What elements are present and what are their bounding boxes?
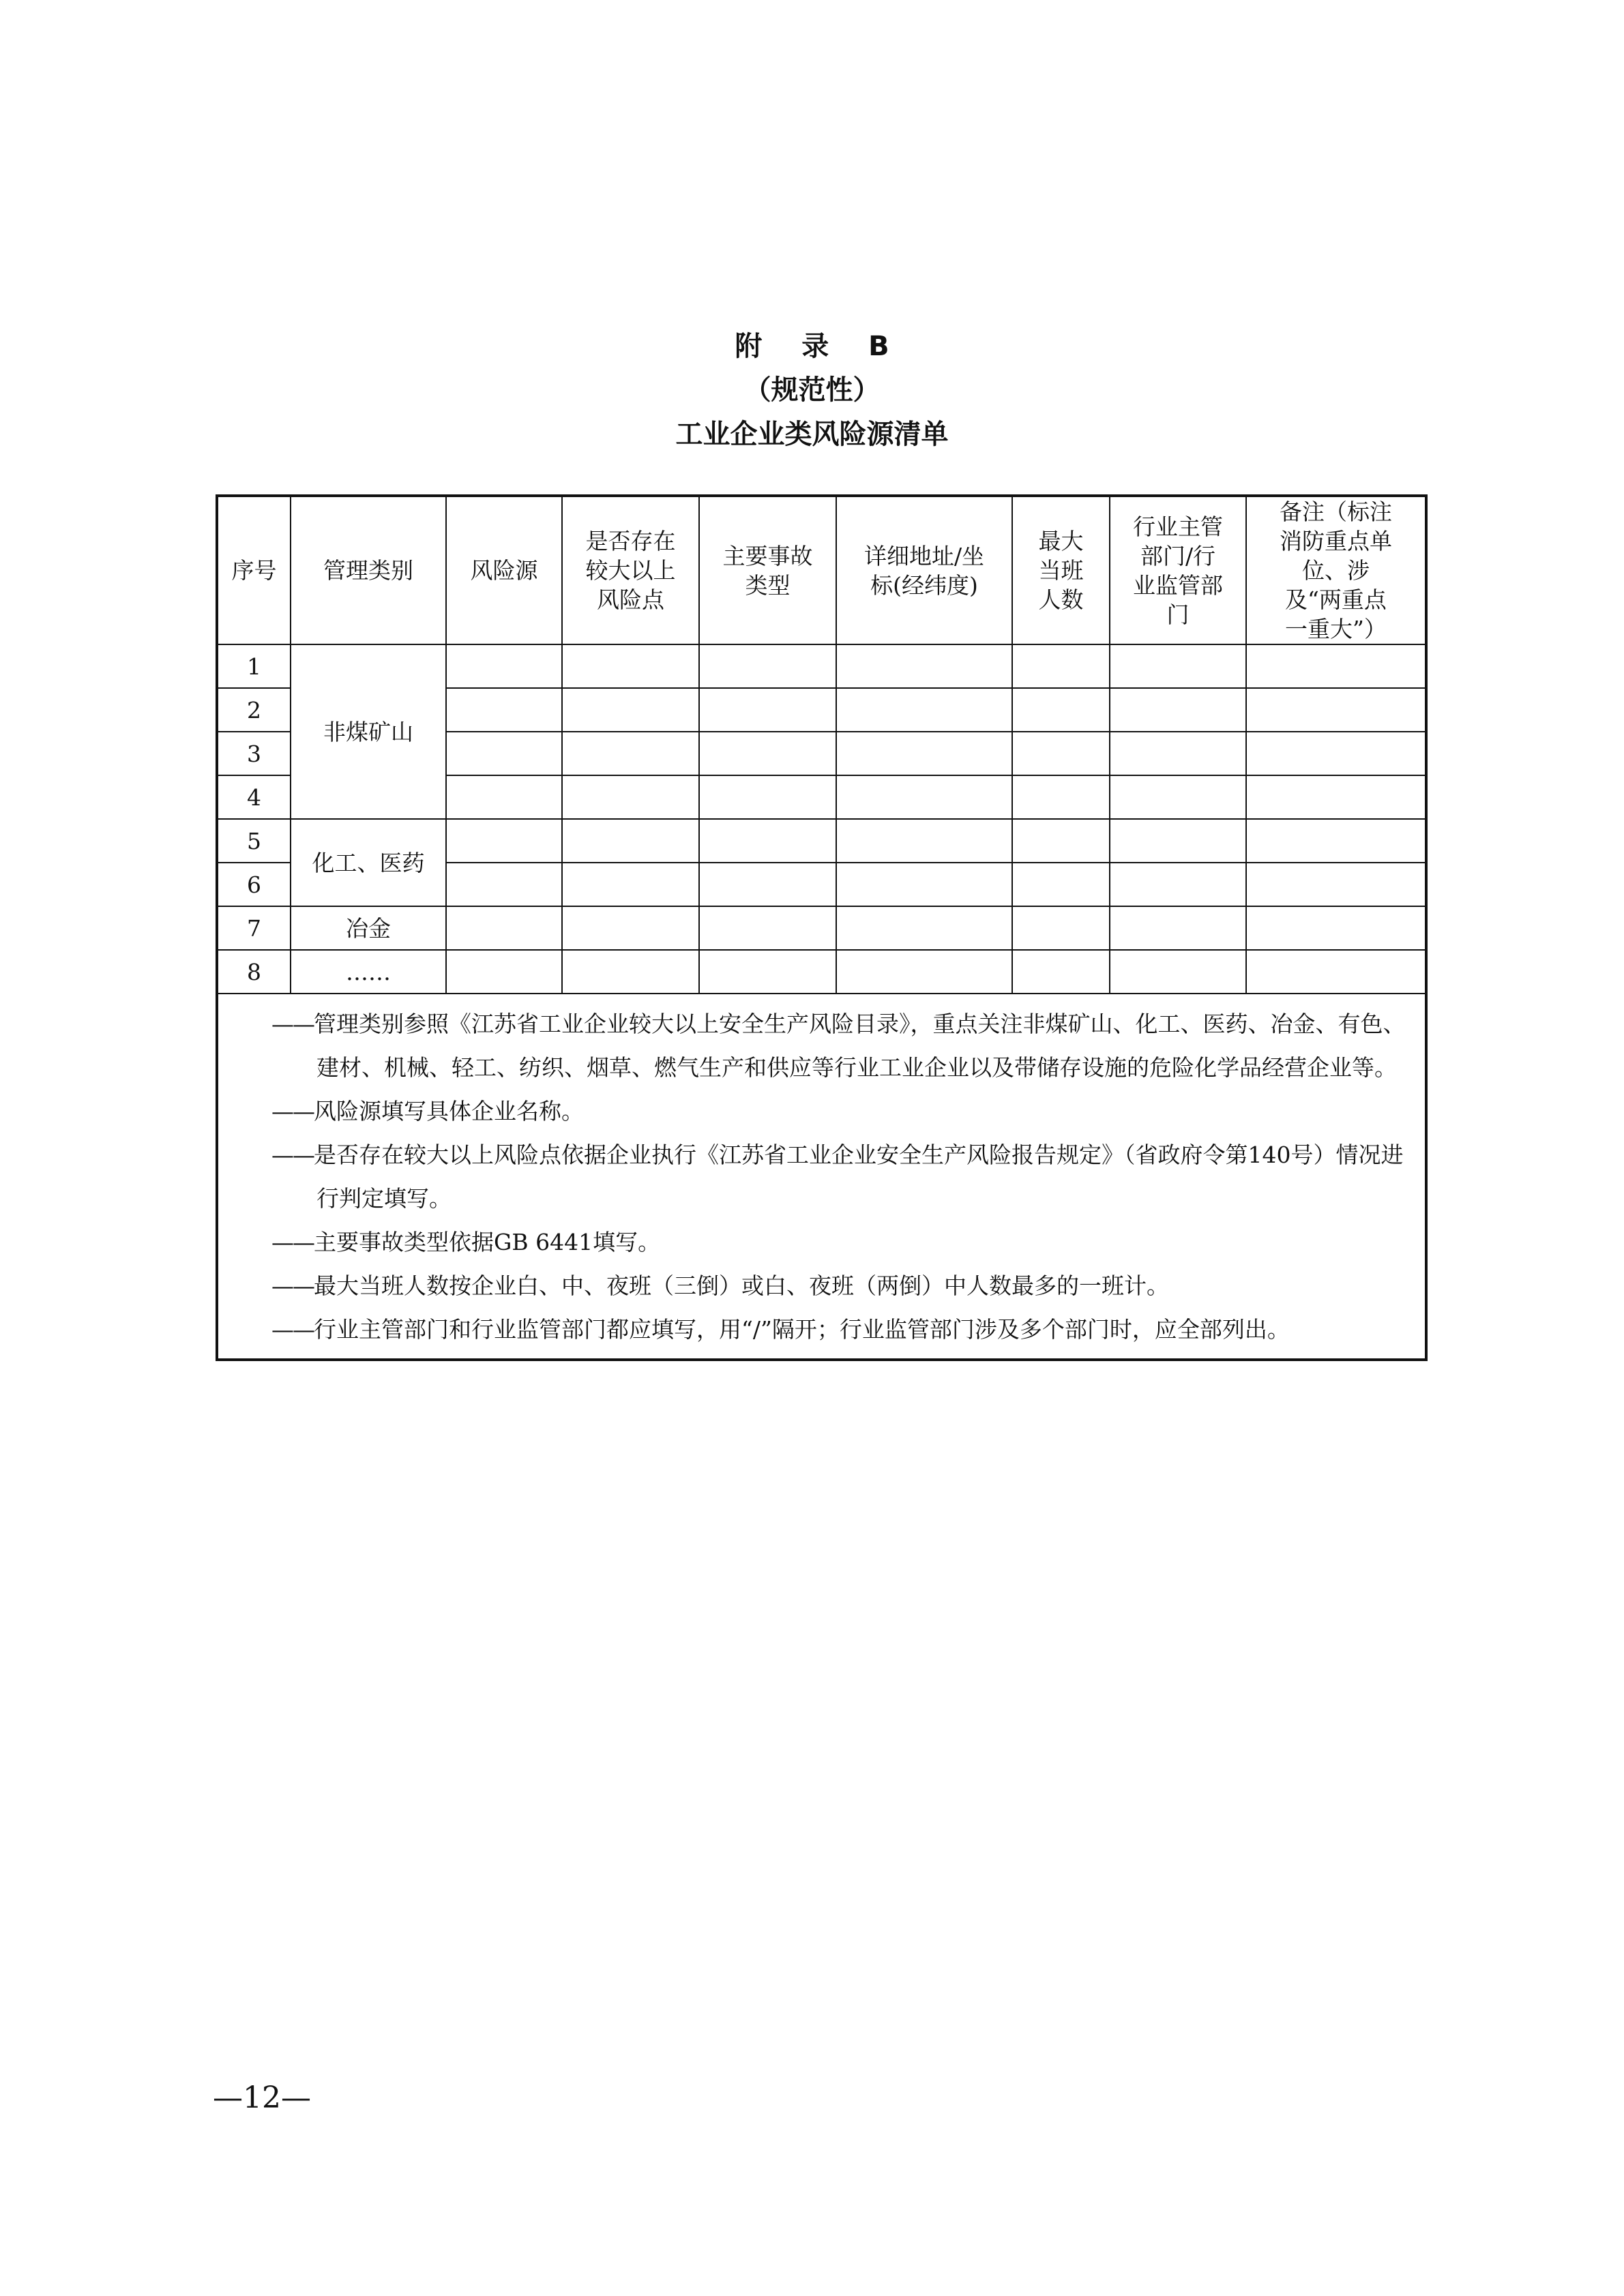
table-cell[interactable] [1012, 906, 1110, 950]
table-cell[interactable] [1246, 863, 1426, 906]
table-cell[interactable] [1012, 775, 1110, 819]
table-cell[interactable] [699, 819, 836, 863]
appendix-label: 附 录 B [735, 331, 904, 362]
table-cell[interactable] [1012, 819, 1110, 863]
table-cell[interactable] [699, 775, 836, 819]
table-cell[interactable] [699, 950, 836, 994]
table-cell[interactable] [1246, 732, 1426, 775]
row-number: 4 [217, 775, 291, 819]
note-item [271, 1002, 1415, 1090]
table-cell[interactable] [1012, 732, 1110, 775]
table-cell[interactable] [446, 644, 562, 688]
table-cell[interactable] [1012, 950, 1110, 994]
table-cell[interactable] [699, 688, 836, 732]
table-cell[interactable] [699, 863, 836, 906]
note-dash: —— [271, 1142, 314, 1168]
note-dash: —— [271, 1098, 314, 1124]
header-serial-number: 序号 [217, 496, 291, 644]
table-cell[interactable] [446, 688, 562, 732]
table-cell[interactable] [1012, 863, 1110, 906]
table-cell[interactable] [1110, 688, 1246, 732]
table-cell[interactable] [562, 906, 699, 950]
table-cell[interactable] [836, 644, 1012, 688]
header-address-coordinates: 详细地址/坐标(经纬度) [836, 496, 1012, 644]
note-text: 最大当班人数按企业白、中、夜班（三倒）或白、夜班（两倒）中人数最多的一班计。 [314, 1272, 1169, 1299]
note-text: 风险源填写具体企业名称。 [314, 1098, 584, 1124]
note-dash: —— [271, 1272, 314, 1299]
page-number: —12— [213, 2081, 311, 2115]
row-number: 3 [217, 732, 291, 775]
table-cell[interactable] [836, 732, 1012, 775]
table-cell[interactable] [699, 644, 836, 688]
category-cell: …… [291, 950, 446, 994]
table-cell[interactable] [1246, 819, 1426, 863]
table-cell[interactable] [446, 819, 562, 863]
note-item [271, 1264, 1415, 1308]
table-cell[interactable] [1246, 950, 1426, 994]
table-cell[interactable] [562, 863, 699, 906]
table-cell[interactable] [1110, 950, 1246, 994]
table-cell[interactable] [446, 950, 562, 994]
row-number: 8 [217, 950, 291, 994]
table-cell[interactable] [446, 775, 562, 819]
table-cell[interactable] [446, 863, 562, 906]
table-cell[interactable] [562, 644, 699, 688]
note-dash: —— [271, 1316, 314, 1343]
table-row [217, 950, 1426, 994]
table-cell[interactable] [836, 863, 1012, 906]
row-number: 2 [217, 688, 291, 732]
note-item [271, 1090, 1415, 1133]
notes-cell [217, 994, 1426, 1360]
document-title: 工业企业类风险源清单 [675, 419, 949, 450]
normative-label: （规范性） [743, 374, 881, 406]
note-dash: —— [271, 1229, 314, 1255]
table-cell[interactable] [1110, 906, 1246, 950]
table-cell[interactable] [1012, 688, 1110, 732]
table-header-row [217, 496, 1426, 644]
header-major-risk-point: 是否存在较大以上风险点 [562, 496, 699, 644]
note-text: 行业主管部门和行业监管部门都应填写，用“/”隔开；行业监管部门涉及多个部门时，应全部列出。 [314, 1316, 1290, 1343]
table-cell[interactable] [562, 819, 699, 863]
table-cell[interactable] [1246, 644, 1426, 688]
header-max-shift-headcount: 最大当班人数 [1012, 496, 1110, 644]
table-row [217, 819, 1426, 863]
row-number: 6 [217, 863, 291, 906]
table-cell[interactable] [836, 688, 1012, 732]
table-cell[interactable] [1110, 775, 1246, 819]
table-cell[interactable] [836, 906, 1012, 950]
table-cell[interactable] [836, 819, 1012, 863]
category-cell: 非煤矿山 [291, 644, 446, 819]
table-cell[interactable] [1246, 688, 1426, 732]
note-text: 管理类别参照《江苏省工业企业较大以上安全生产风险目录》，重点关注非煤矿山、化工、医药、冶金、有色、建材、机械、轻工、纺织、烟草、燃气生产和供应等行业工业企业以及带储存设施的危险化学品经营企业等。 [314, 1011, 1406, 1081]
table-cell[interactable] [562, 732, 699, 775]
note-item [271, 1308, 1415, 1352]
header-supervising-department: 行业主管部门/行业监管部门 [1110, 496, 1246, 644]
table-cell[interactable] [1110, 863, 1246, 906]
note-item [271, 1133, 1415, 1221]
table-cell[interactable] [699, 732, 836, 775]
note-dash: —— [271, 1011, 314, 1037]
header-remarks: 备注（标注消防重点单位、涉及“两重点一重大”） [1246, 496, 1426, 644]
table-cell[interactable] [1012, 644, 1110, 688]
notes-row [217, 994, 1426, 1360]
table-cell[interactable] [562, 688, 699, 732]
note-text: 是否存在较大以上风险点依据企业执行《江苏省工业企业安全生产风险报告规定》（省政府令第140号）情况进行判定填写。 [314, 1142, 1404, 1212]
row-number: 5 [217, 819, 291, 863]
category-cell: 冶金 [291, 906, 446, 950]
header-management-category: 管理类别 [291, 496, 446, 644]
table-cell[interactable] [836, 950, 1012, 994]
table-cell[interactable] [446, 732, 562, 775]
table-cell[interactable] [1246, 906, 1426, 950]
header-accident-type: 主要事故类型 [699, 496, 836, 644]
table-cell[interactable] [562, 775, 699, 819]
table-cell[interactable] [562, 950, 699, 994]
note-text: 主要事故类型依据GB 6441填写。 [314, 1229, 661, 1255]
table-cell[interactable] [446, 906, 562, 950]
header-risk-source: 风险源 [446, 496, 562, 644]
table-row [217, 906, 1426, 950]
table-cell[interactable] [699, 906, 836, 950]
category-cell: 化工、医药 [291, 819, 446, 906]
row-number: 7 [217, 906, 291, 950]
table-cell[interactable] [1110, 732, 1246, 775]
table-cell[interactable] [1246, 775, 1426, 819]
note-item [271, 1221, 1415, 1264]
table-row [217, 644, 1426, 688]
table-cell[interactable] [1110, 644, 1246, 688]
row-number: 1 [217, 644, 291, 688]
table-cell[interactable] [1110, 819, 1246, 863]
table-cell[interactable] [836, 775, 1012, 819]
risk-source-table [216, 494, 1428, 1361]
